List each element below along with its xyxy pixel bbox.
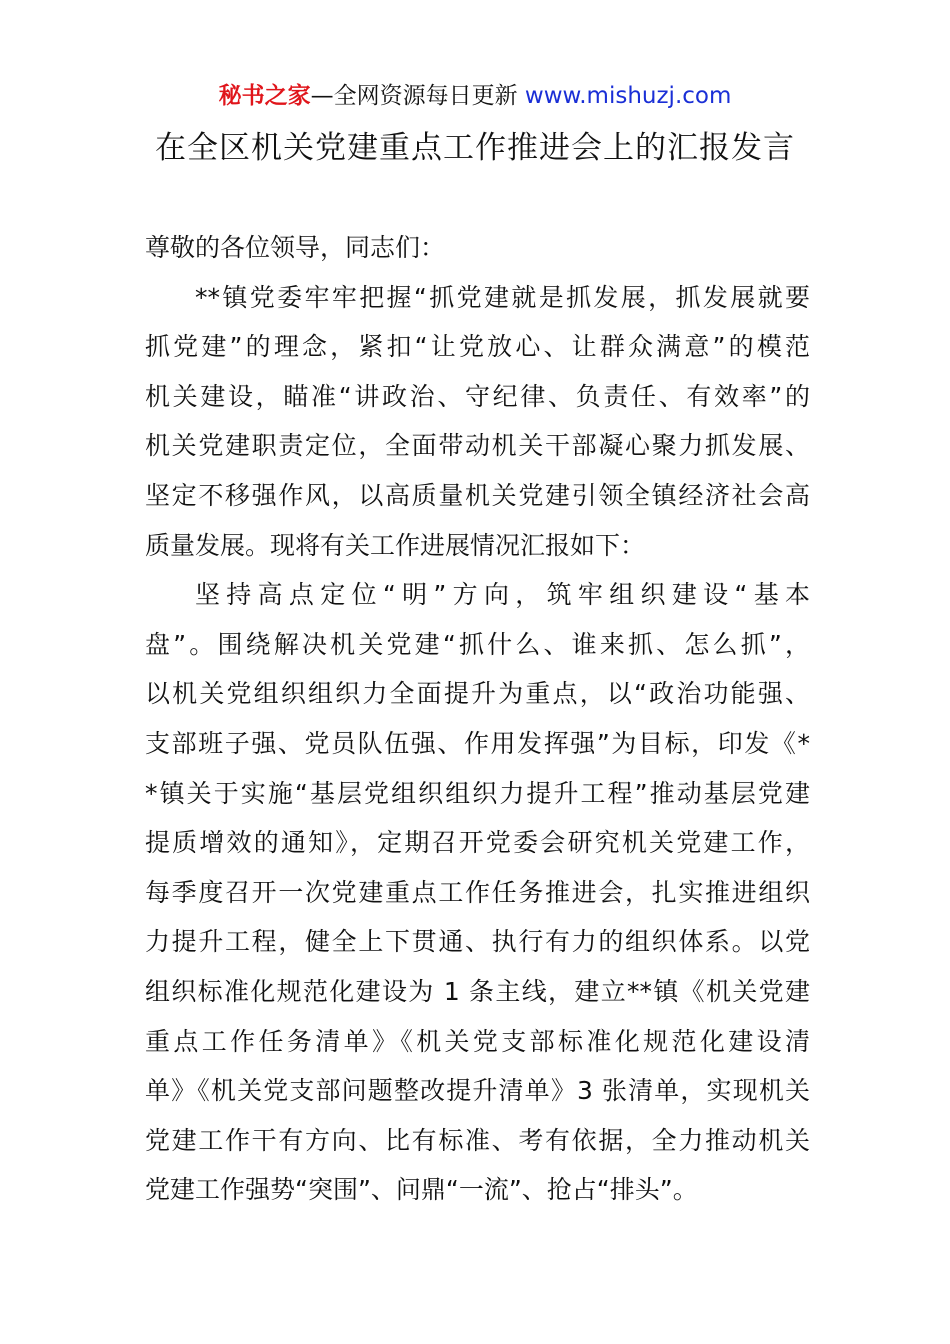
body-line: 每季度召开一次党建重点工作任务推进会，扎实推进组织 [145, 877, 810, 907]
body-line: 支部班子强、党员队伍强、作用发挥强”为目标，印发《* [145, 728, 810, 758]
body-line: 组织标准化规范化建设为 1 条主线，建立**镇《机关党建 [145, 976, 810, 1006]
body-line: *镇关于实施“基层党组织组织力提升工程”推动基层党建 [145, 778, 810, 808]
salutation: 尊敬的各位领导，同志们： [145, 233, 446, 262]
document-title: 在全区机关党建重点工作推进会上的汇报发言 [155, 130, 795, 166]
document-body [145, 223, 810, 1215]
site-tagline: —全网资源每日更新 [310, 83, 518, 109]
body-line: 重点工作任务清单》《机关党支部标准化规范化建设清 [145, 1026, 810, 1056]
body-line: 盘”。围绕解决机关党建“抓什么、谁来抓、怎么抓”， [145, 629, 810, 659]
body-line: 以机关党组织组织力全面提升为重点，以“政治功能强、 [145, 679, 810, 709]
body-line: **镇党委牢牢把握“抓党建就是抓发展，抓发展就要 [195, 282, 810, 312]
body-line: 机关建设，瞄准“讲政治、守纪律、负责任、有效率”的 [145, 381, 810, 411]
body-line: 抓党建”的理念，紧扣“让党放心、让群众满意”的模范 [145, 332, 810, 362]
body-line: 党建工作强势“突围”、问鼎“一流”、抢占“排头”。 [145, 1175, 698, 1205]
body-line: 党建工作干有方向、比有标准、考有依据，全力推动机关 [145, 1125, 810, 1155]
site-url-link[interactable]: www.mishuzj.com [524, 83, 732, 109]
body-line: 机关党建职责定位，全面带动机关干部凝心聚力抓发展、 [145, 431, 810, 461]
body-line: 单》《机关党支部问题整改提升清单》3 张清单，实现机关 [145, 1076, 810, 1106]
body-line: 提质增效的通知》，定期召开党委会研究机关党建工作， [145, 828, 810, 858]
site-name: 秘书之家 [218, 83, 311, 109]
body-line: 力提升工程，健全上下贯通、执行有力的组织体系。以党 [145, 927, 810, 957]
body-line: 坚持高点定位“明”方向，筑牢组织建设“基本 [195, 580, 810, 610]
site-header [0, 80, 950, 112]
body-line: 坚定不移强作风，以高质量机关党建引领全镇经济社会高 [145, 480, 810, 510]
body-line: 质量发展。现将有关工作进展情况汇报如下： [145, 530, 646, 560]
